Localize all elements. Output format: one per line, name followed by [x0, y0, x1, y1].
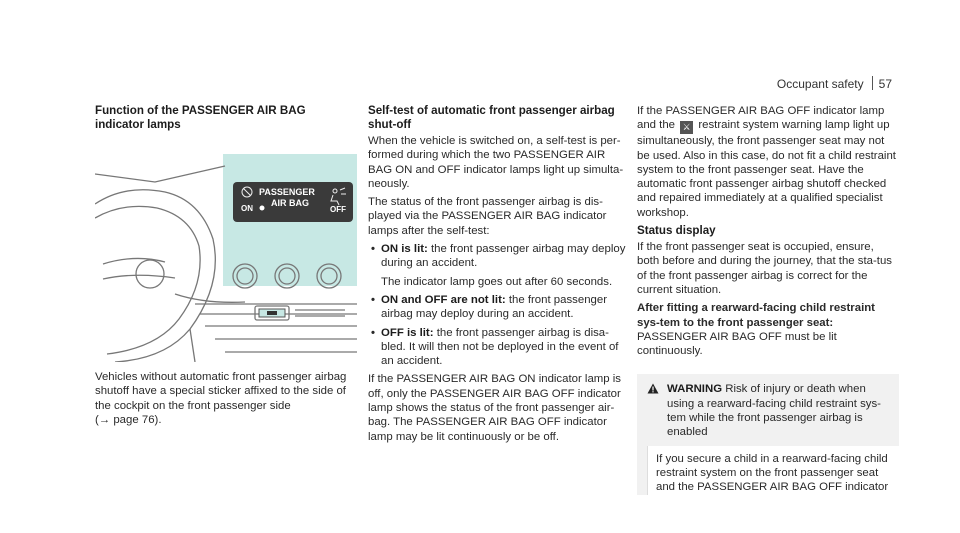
- badge-on-label: ON: [241, 204, 253, 213]
- warning-label: WARNING: [667, 383, 723, 396]
- figure-caption: [95, 370, 357, 427]
- self-test-paragraph-3: If the PASSENGER AIR BAG ON indicator lamp is off, only the PASSENGER AIR BAG OFF indicator lamp shows the status of the front passenger air-bag. The PASSENGER AIR BAG OFF indicator lamp may be lit continuously or be off.: [368, 373, 622, 443]
- warning-lamp-paragraph: [637, 104, 899, 220]
- list-item-text: the front passenger airbag may deploy during an accident.: [381, 293, 607, 321]
- section-heading-function: Function of the PASSENGER AIR BAG indicator lamps: [95, 104, 306, 131]
- self-test-paragraph-2: The status of the front passenger airbag is dis-played via the PASSENGER AIR BAG indicator lamps after the self-test:: [368, 196, 607, 237]
- column-1: [95, 104, 357, 431]
- warning-header: [647, 382, 889, 439]
- page-header: [777, 76, 892, 91]
- status-list: [368, 242, 630, 368]
- status-display-text: If the front passenger seat is occupied, ensure, both before and during the journey, that the sta-tus of the front passenger airbag is correct for the current situation.: [637, 241, 892, 296]
- self-test-paragraph-1: When the vehicle is switched on, a self-test is per-formed during which the two PASSENGER AIR BAG ON and OFF indicator lamps light up simulta-neously.: [368, 135, 624, 190]
- warning-box: [637, 374, 899, 494]
- paragraph-text-a: If the PASSENGER AIR BAG OFF indicator lamp and the: [637, 105, 885, 132]
- column-2: [368, 104, 630, 448]
- page-number: 57: [878, 77, 892, 91]
- restraint-system-warning-icon: ⚔: [680, 121, 693, 134]
- list-item-not-lit: [368, 293, 630, 322]
- passenger-airbag-badge: [233, 182, 353, 222]
- warning-body: If you secure a child in a rearward-facing child restraint system on the front passenger seat and the PASSENGER AIR BAG OFF indicator: [647, 446, 899, 495]
- list-item-subtext: The indicator lamp goes out after 60 seconds.: [381, 275, 613, 288]
- warning-headline: [667, 382, 889, 439]
- warning-head-text: Risk of injury or death when using a rearward-facing child restraint sys-tem while the front passenger airbag is enabled: [667, 383, 881, 439]
- badge-line1-label: PASSENGER: [259, 187, 315, 197]
- column-3: [637, 104, 899, 495]
- rearward-seat-paragraph: [637, 301, 899, 358]
- list-item-off-lit: [368, 326, 630, 369]
- caption-text: Vehicles without automatic front passenger airbag shutoff have a special sticker affixed to the side of the cockpit on the front passenger side: [95, 371, 347, 412]
- list-item-label: ON and OFF are not lit:: [381, 293, 506, 306]
- paragraph-text-b: restraint system warning lamp light up simultaneously, the front passenger seat may not be used. Also in this case, do not fit a child restraint system to the front passenger seat. Have the automatic front passenger airbag shutoff checked and repaired immediately at a qualified specialist workshop.: [637, 119, 896, 219]
- section-title: Occupant safety: [776, 77, 864, 91]
- badge-off-label: OFF: [330, 205, 346, 214]
- list-item-text: the front passenger airbag may deploy during an accident.: [381, 243, 626, 270]
- list-item-label: OFF is lit:: [381, 326, 434, 339]
- list-item-label: ON is lit:: [381, 243, 428, 256]
- page-reference-link[interactable]: (→ page 76).: [95, 413, 162, 426]
- dashboard-illustration: [95, 154, 357, 362]
- rearward-seat-text: PASSENGER AIR BAG OFF must be lit continuously.: [637, 330, 837, 358]
- status-display-heading: Status display: [637, 224, 716, 238]
- warning-triangle-icon: [647, 383, 659, 439]
- rearward-seat-heading: After fitting a rearward-facing child restraint sys-tem to the front passenger seat:: [637, 302, 875, 329]
- section-heading-self-test: Self-test of automatic front passenger airbag shut-off: [368, 104, 615, 131]
- list-item-on-lit: [368, 242, 630, 289]
- list-item-text: the front passenger airbag is disa-bled. It will then not be deployed in the event of an accident.: [381, 326, 619, 368]
- badge-line2-label: AIR BAG: [271, 198, 309, 208]
- header-divider: [872, 76, 873, 90]
